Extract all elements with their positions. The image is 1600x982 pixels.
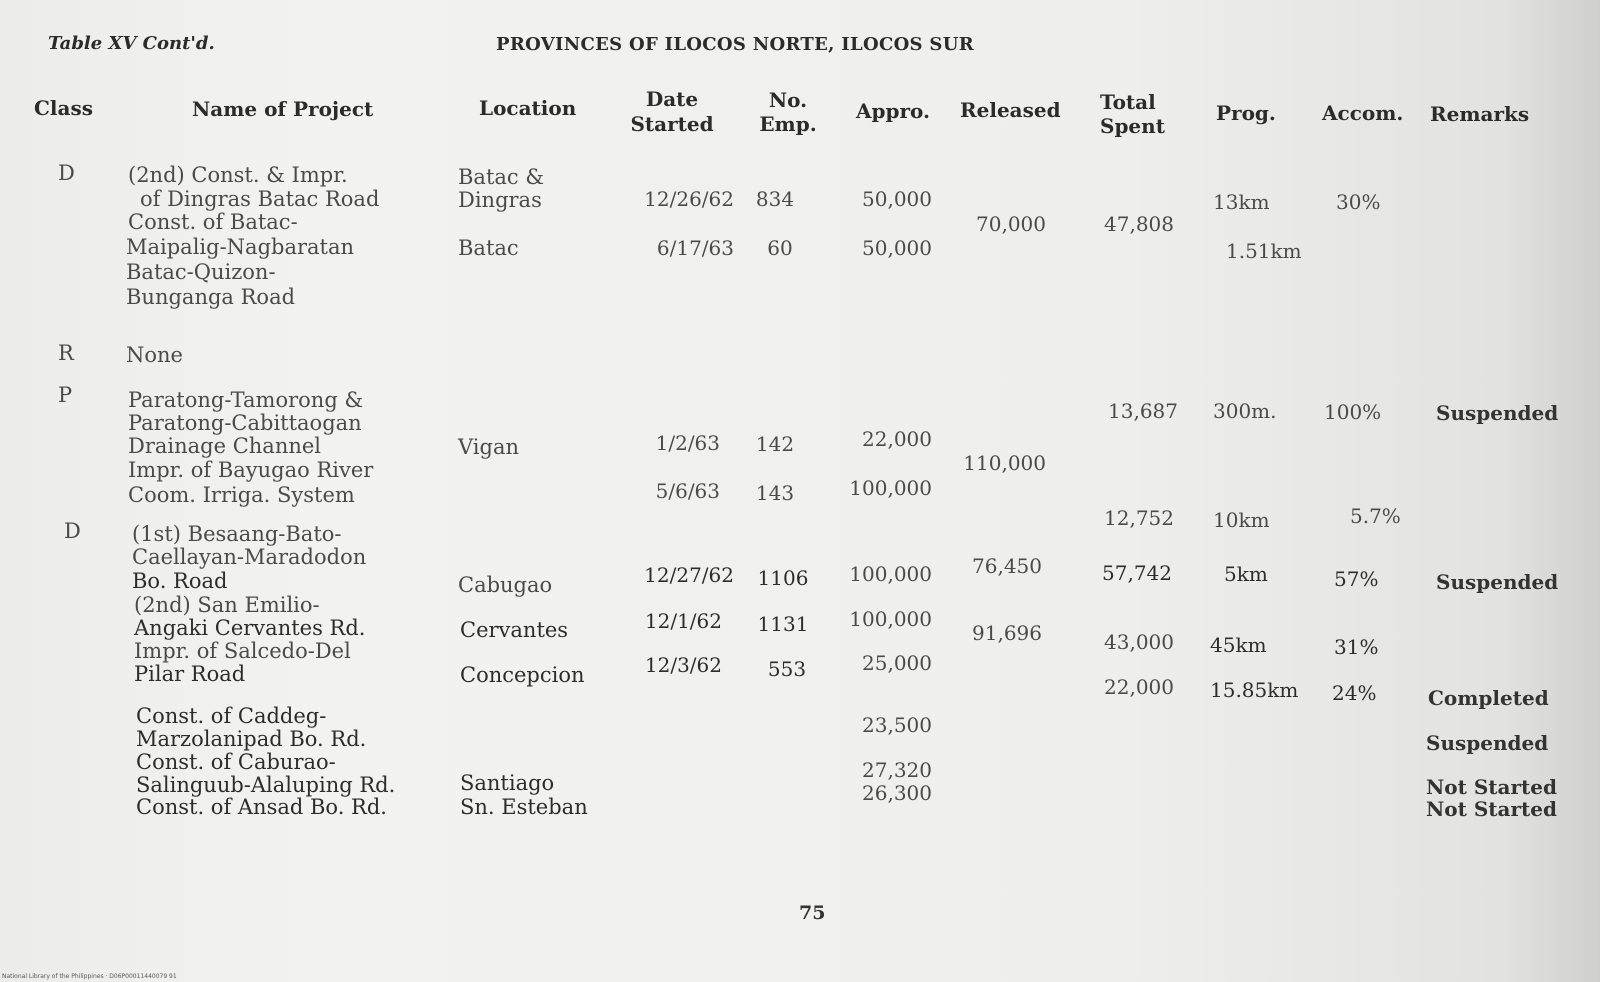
project-line: Marzolanipad Bo. Rd. xyxy=(136,727,367,751)
total-spent-cell: 13,687 xyxy=(1108,399,1178,423)
appro-cell: 100,000 xyxy=(849,562,932,586)
class-label: D xyxy=(58,161,75,185)
project-line: Angaki Cervantes Rd. xyxy=(134,616,366,640)
project-line: Salinguub-Alaluping Rd. xyxy=(136,773,396,797)
employee-cell: 1106 xyxy=(757,566,809,590)
column-header-remarks: Remarks xyxy=(1430,102,1530,126)
progress-cell: 15.85km xyxy=(1210,678,1299,702)
column-header-date-line1: Date xyxy=(645,87,699,111)
progress-cell: 5km xyxy=(1224,562,1268,586)
accomplishment-cell: 31% xyxy=(1334,635,1379,659)
project-line: Paratong-Tamorong & xyxy=(128,388,364,412)
remarks-cell: Suspended xyxy=(1436,401,1559,425)
appro-cell: 25,000 xyxy=(862,651,932,675)
project-line: Bunganga Road xyxy=(126,285,296,309)
column-header-prog: Prog. xyxy=(1216,101,1276,125)
location-cell: Concepcion xyxy=(460,663,585,687)
appro-cell: 26,300 xyxy=(862,781,932,805)
employee-cell: 60 xyxy=(767,236,793,260)
project-line: (1st) Besaang-Bato- xyxy=(132,522,342,546)
progress-cell: 45km xyxy=(1210,633,1267,657)
location-cell: Cervantes xyxy=(460,618,569,642)
total-spent-cell: 57,742 xyxy=(1102,561,1172,585)
remarks-cell: Not Started xyxy=(1426,797,1557,821)
total-spent-cell: 22,000 xyxy=(1104,675,1174,699)
remarks-cell: Suspended xyxy=(1426,731,1549,755)
table-label: Table XV Cont'd. xyxy=(48,33,215,54)
date-cell: 12/3/62 xyxy=(644,653,722,677)
released-cell: 110,000 xyxy=(963,451,1046,475)
page-number: 75 xyxy=(799,902,826,924)
column-header-project: Name of Project xyxy=(192,97,374,121)
appro-cell: 50,000 xyxy=(862,236,932,260)
project-line: Impr. of Bayugao River xyxy=(128,458,374,482)
project-line: Const. of Caburao- xyxy=(136,750,336,774)
column-header-appro: Appro. xyxy=(856,99,930,123)
project-line: (2nd) Const. & Impr. xyxy=(128,163,348,187)
progress-cell: 300m. xyxy=(1213,399,1277,423)
column-header-date-line2: Started xyxy=(630,112,714,136)
location-cell: Batac & xyxy=(458,165,545,189)
total-spent-cell: 47,808 xyxy=(1104,212,1174,236)
column-header-emp-line1: No. xyxy=(768,88,808,112)
date-cell: 1/2/63 xyxy=(655,431,720,455)
class-label: D xyxy=(64,519,81,543)
project-line: Const. of Batac- xyxy=(128,210,298,234)
employee-cell: 143 xyxy=(755,481,795,505)
accomplishment-cell: 24% xyxy=(1332,681,1377,705)
class-label: P xyxy=(58,383,73,407)
project-line: Drainage Channel xyxy=(128,434,322,458)
date-cell: 12/27/62 xyxy=(644,563,734,587)
employee-cell: 142 xyxy=(755,432,795,456)
employee-cell: 834 xyxy=(755,187,795,211)
column-header-location: Location xyxy=(479,96,577,120)
location-cell: Sn. Esteban xyxy=(460,795,588,819)
project-line: Paratong-Cabittaogan xyxy=(128,411,362,435)
project-line: Const. of Ansad Bo. Rd. xyxy=(136,795,387,819)
project-line: (2nd) San Emilio- xyxy=(134,593,320,617)
appro-cell: 100,000 xyxy=(849,476,932,500)
total-spent-cell: 43,000 xyxy=(1104,630,1174,654)
project-line: Coom. Irriga. System xyxy=(128,483,355,507)
total-spent-cell: 12,752 xyxy=(1104,506,1174,530)
released-cell: 76,450 xyxy=(972,554,1042,578)
location-cell: Santiago xyxy=(460,771,555,795)
project-line: Batac-Quizon- xyxy=(126,260,276,284)
column-header-accom: Accom. xyxy=(1322,101,1404,125)
accomplishment-cell: 57% xyxy=(1334,567,1379,591)
progress-cell: 13km xyxy=(1213,190,1270,214)
footer-note: National Library of the Philippines · D06P00011440079 91 xyxy=(2,973,177,980)
class-label: R xyxy=(58,341,74,365)
location-cell: Cabugao xyxy=(458,573,553,597)
remarks-cell: Not Started xyxy=(1426,775,1557,799)
project-line: Impr. of Salcedo-Del xyxy=(134,639,351,663)
accomplishment-cell: 5.7% xyxy=(1350,504,1401,528)
appro-cell: 23,500 xyxy=(862,713,932,737)
column-header-emp-line2: Emp. xyxy=(759,112,817,136)
date-cell: 12/1/62 xyxy=(644,609,722,633)
released-cell: 91,696 xyxy=(972,621,1042,645)
project-line: Bo. Road xyxy=(132,569,228,593)
project-line: Pilar Road xyxy=(134,662,246,686)
appro-cell: 27,320 xyxy=(862,758,932,782)
appro-cell: 22,000 xyxy=(862,427,932,451)
date-cell: 6/17/63 xyxy=(656,236,734,260)
appro-cell: 100,000 xyxy=(849,607,932,631)
project-line: Caellayan-Maradodon xyxy=(132,545,367,569)
employee-cell: 1131 xyxy=(757,612,809,636)
column-header-released: Released xyxy=(960,98,1061,122)
progress-cell: 1.51km xyxy=(1226,239,1302,263)
location-cell: Batac xyxy=(458,236,519,260)
date-cell: 5/6/63 xyxy=(655,479,720,503)
employee-cell: 553 xyxy=(767,657,807,681)
project-line: Const. of Caddeg- xyxy=(136,704,327,728)
column-header-total-line1: Total xyxy=(1100,90,1156,114)
accomplishment-cell: 30% xyxy=(1336,190,1381,214)
column-header-class: Class xyxy=(34,96,93,120)
location-cell: Vigan xyxy=(458,435,520,459)
location-cell: Dingras xyxy=(458,188,542,212)
column-header-total-line2: Spent xyxy=(1100,114,1165,138)
progress-cell: 10km xyxy=(1213,508,1270,532)
appro-cell: 50,000 xyxy=(862,187,932,211)
remarks-cell: Suspended xyxy=(1436,570,1559,594)
page-title: PROVINCES OF ILOCOS NORTE, ILOCOS SUR xyxy=(496,34,974,55)
accomplishment-cell: 100% xyxy=(1324,400,1382,424)
project-line: Maipalig-Nagbaratan xyxy=(126,235,355,259)
project-line: None xyxy=(126,343,183,367)
project-line: of Dingras Batac Road xyxy=(140,187,380,211)
released-cell: 70,000 xyxy=(976,212,1046,236)
date-cell: 12/26/62 xyxy=(644,187,734,211)
remarks-cell: Completed xyxy=(1428,686,1549,710)
